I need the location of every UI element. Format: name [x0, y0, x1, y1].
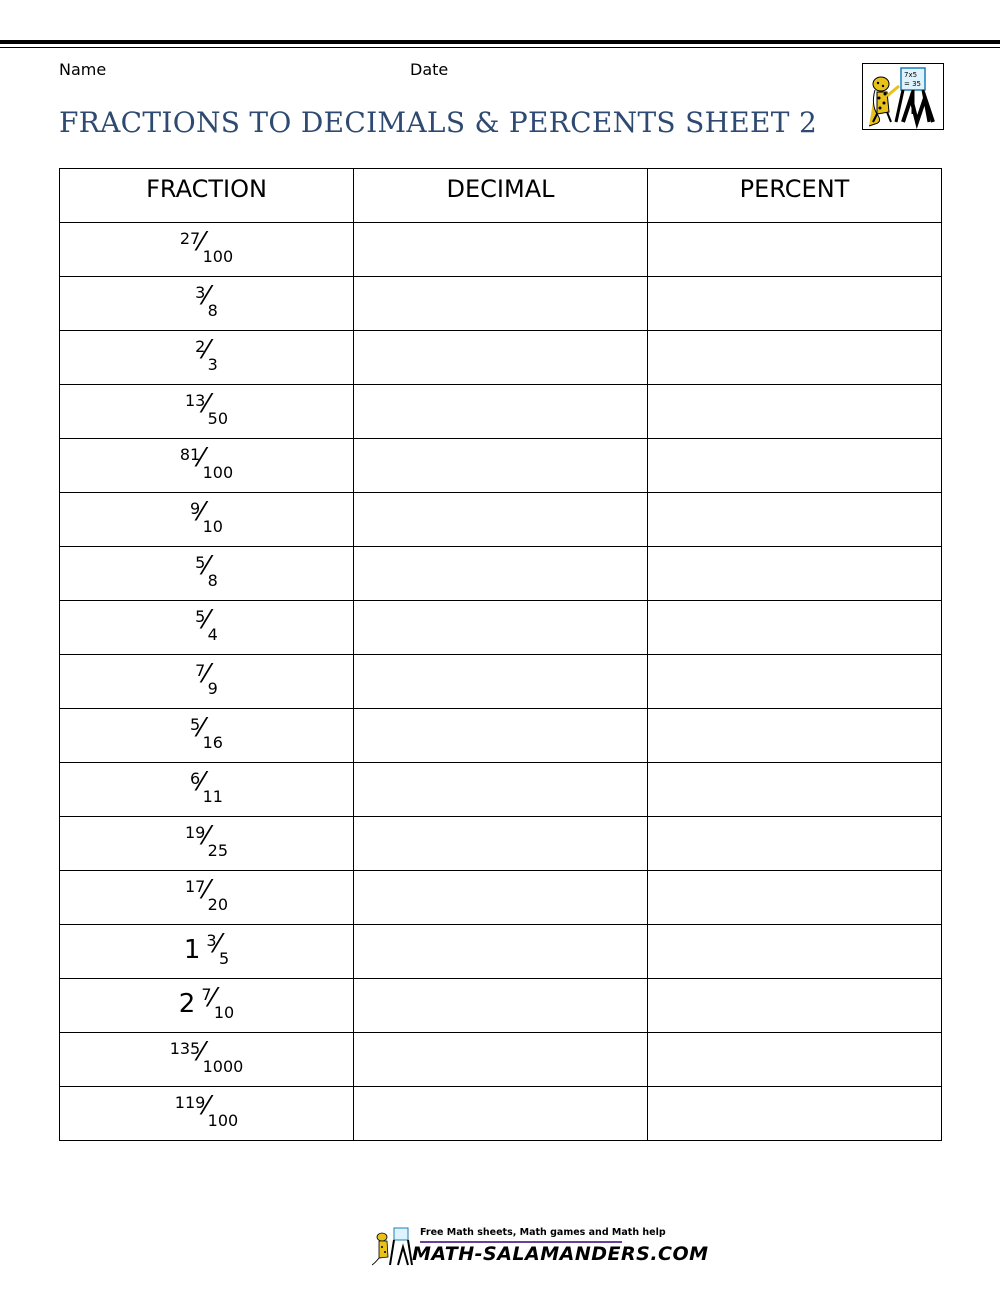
- logo-text-1: 7x5: [904, 71, 918, 79]
- fraction-cell: [60, 493, 354, 547]
- fraction-numerator: 5: [190, 715, 201, 734]
- percent-answer-cell[interactable]: [648, 1033, 942, 1087]
- fraction-numerator: 135: [169, 1039, 201, 1058]
- top-rule-thin: [0, 47, 1000, 48]
- percent-answer-cell[interactable]: [648, 1087, 942, 1141]
- fraction: [190, 713, 223, 752]
- decimal-answer-cell[interactable]: [354, 547, 648, 601]
- column-header-fraction: FRACTION: [60, 169, 354, 223]
- fraction-slash: ⁄: [204, 389, 209, 419]
- fraction: [179, 227, 234, 266]
- fraction-numerator: 6: [190, 769, 201, 788]
- table-row: [60, 763, 942, 817]
- decimal-answer-cell[interactable]: [354, 925, 648, 979]
- date-label: Date: [410, 60, 449, 79]
- table-row: [60, 277, 942, 331]
- table-row: [60, 1087, 942, 1141]
- table-row: [60, 817, 942, 871]
- fraction-numerator: 3: [206, 931, 217, 950]
- decimal-answer-cell[interactable]: [354, 223, 648, 277]
- table-row: [60, 223, 942, 277]
- fraction: [174, 1091, 239, 1130]
- fraction-slash: ⁄: [204, 605, 209, 635]
- decimal-answer-cell[interactable]: [354, 979, 648, 1033]
- table-row: [60, 655, 942, 709]
- table-row: [60, 709, 942, 763]
- percent-answer-cell[interactable]: [648, 493, 942, 547]
- fraction-denominator: 25: [207, 841, 229, 860]
- fraction: [184, 821, 229, 860]
- percent-answer-cell[interactable]: [648, 331, 942, 385]
- fraction-denominator: 9: [207, 679, 218, 698]
- decimal-answer-cell[interactable]: [354, 709, 648, 763]
- fraction-cell: [60, 763, 354, 817]
- fraction-numerator: 9: [190, 499, 201, 518]
- table-row: [60, 493, 942, 547]
- fraction-slash: ⁄: [199, 713, 204, 743]
- decimal-answer-cell[interactable]: [354, 601, 648, 655]
- fraction-numerator: 2: [195, 337, 206, 356]
- table-row: [60, 925, 942, 979]
- fraction-denominator: 3: [207, 355, 218, 374]
- fraction-slash: ⁄: [204, 551, 209, 581]
- decimal-answer-cell[interactable]: [354, 331, 648, 385]
- percent-answer-cell[interactable]: [648, 817, 942, 871]
- fraction-slash: ⁄: [199, 1037, 204, 1067]
- fraction: [195, 281, 218, 320]
- footer-site: MATH-SALAMANDERS.COM: [412, 1243, 709, 1265]
- fraction-denominator: 11: [202, 787, 223, 806]
- fraction-denominator: 16: [202, 733, 223, 752]
- name-label: Name: [59, 60, 107, 79]
- fraction: [178, 983, 235, 1022]
- logo-text-2: = 35: [904, 80, 921, 88]
- table-row: [60, 331, 942, 385]
- footer-tagline: Free Math sheets, Math games and Math help: [420, 1227, 666, 1238]
- fraction: [195, 659, 218, 698]
- fraction-numerator: 7: [201, 985, 212, 1004]
- column-header-percent: PERCENT: [648, 169, 942, 223]
- decimal-answer-cell[interactable]: [354, 439, 648, 493]
- percent-answer-cell[interactable]: [648, 655, 942, 709]
- fraction-slash: ⁄: [204, 281, 209, 311]
- fraction-slash: ⁄: [199, 497, 204, 527]
- fraction-cell: [60, 601, 354, 655]
- fraction: [195, 605, 218, 644]
- fraction: [190, 767, 223, 806]
- salamander-teacher-icon: [862, 63, 944, 130]
- fraction-cell: [60, 817, 354, 871]
- fraction-slash: ⁄: [210, 983, 215, 1013]
- percent-answer-cell[interactable]: [648, 871, 942, 925]
- column-header-decimal: DECIMAL: [354, 169, 648, 223]
- footer-logo: [372, 1225, 709, 1267]
- percent-answer-cell[interactable]: [648, 979, 942, 1033]
- fraction-denominator: 50: [207, 409, 229, 428]
- table-row: [60, 547, 942, 601]
- fraction-cell: [60, 439, 354, 493]
- fraction-slash: ⁄: [199, 767, 204, 797]
- worksheet-table: [59, 168, 942, 1141]
- fraction-cell: [60, 871, 354, 925]
- fraction-denominator: 4: [207, 625, 218, 644]
- fraction-numerator: 81: [179, 445, 201, 464]
- decimal-answer-cell[interactable]: [354, 817, 648, 871]
- fraction-denominator: 8: [207, 301, 218, 320]
- percent-answer-cell[interactable]: [648, 709, 942, 763]
- percent-answer-cell[interactable]: [648, 547, 942, 601]
- fraction-cell: [60, 655, 354, 709]
- decimal-answer-cell[interactable]: [354, 655, 648, 709]
- decimal-answer-cell[interactable]: [354, 763, 648, 817]
- percent-answer-cell[interactable]: [648, 385, 942, 439]
- fraction: [183, 929, 230, 968]
- fraction-cell: [60, 709, 354, 763]
- fraction: [195, 335, 218, 374]
- decimal-answer-cell[interactable]: [354, 1033, 648, 1087]
- fraction: [169, 1037, 244, 1076]
- fraction-cell: [60, 223, 354, 277]
- fraction-slash: ⁄: [199, 443, 204, 473]
- fraction-numerator: 13: [184, 391, 206, 410]
- fraction: [190, 497, 223, 536]
- fraction-cell: [60, 277, 354, 331]
- table-row: [60, 439, 942, 493]
- fraction: [179, 443, 234, 482]
- percent-answer-cell[interactable]: [648, 763, 942, 817]
- table-row: [60, 1033, 942, 1087]
- fraction-cell: [60, 385, 354, 439]
- fraction-numerator: 17: [184, 877, 206, 896]
- fraction-slash: ⁄: [204, 875, 209, 905]
- fraction-numerator: 5: [195, 553, 206, 572]
- fraction-slash: ⁄: [204, 335, 209, 365]
- fraction-cell: [60, 979, 354, 1033]
- table-row: [60, 601, 942, 655]
- percent-answer-cell[interactable]: [648, 925, 942, 979]
- fraction-denominator: 100: [202, 463, 234, 482]
- fraction-denominator: 5: [218, 949, 230, 968]
- fraction-numerator: 5: [195, 607, 206, 626]
- fraction: [184, 875, 229, 914]
- percent-answer-cell[interactable]: [648, 277, 942, 331]
- decimal-answer-cell[interactable]: [354, 493, 648, 547]
- fraction-numerator: 3: [195, 283, 206, 302]
- decimal-answer-cell[interactable]: [354, 385, 648, 439]
- decimal-answer-cell[interactable]: [354, 871, 648, 925]
- fraction: [195, 551, 218, 590]
- fraction-denominator: 8: [207, 571, 218, 590]
- fraction-denominator: 1000: [202, 1057, 244, 1076]
- fraction-numerator: 19: [184, 823, 206, 842]
- fraction-slash: ⁄: [215, 929, 220, 959]
- fraction-numerator: 27: [179, 229, 201, 248]
- fraction-whole: 2: [178, 989, 196, 1019]
- table-row: [60, 385, 942, 439]
- fraction: [184, 389, 229, 428]
- fraction-denominator: 20: [207, 895, 229, 914]
- fraction-denominator: 10: [213, 1003, 235, 1022]
- fraction-denominator: 100: [207, 1111, 239, 1130]
- top-rule: [0, 40, 1000, 44]
- fraction-numerator: 7: [195, 661, 206, 680]
- fraction-denominator: 10: [202, 517, 223, 536]
- percent-answer-cell[interactable]: [648, 439, 942, 493]
- percent-answer-cell[interactable]: [648, 223, 942, 277]
- table-row: [60, 979, 942, 1033]
- fraction-denominator: 100: [202, 247, 234, 266]
- fraction-slash: ⁄: [199, 227, 204, 257]
- fraction-cell: [60, 1087, 354, 1141]
- decimal-answer-cell[interactable]: [354, 277, 648, 331]
- page-title: FRACTIONS TO DECIMALS & PERCENTS SHEET 2: [59, 106, 818, 139]
- fraction-numerator: 119: [174, 1093, 206, 1112]
- fraction-slash: ⁄: [204, 821, 209, 851]
- table-row: [60, 871, 942, 925]
- table-header-row: [60, 169, 942, 223]
- decimal-answer-cell[interactable]: [354, 1087, 648, 1141]
- fraction-slash: ⁄: [204, 659, 209, 689]
- percent-answer-cell[interactable]: [648, 601, 942, 655]
- fraction-whole: 1: [183, 935, 201, 965]
- fraction-cell: [60, 547, 354, 601]
- fraction-cell: [60, 1033, 354, 1087]
- fraction-cell: [60, 925, 354, 979]
- fraction-cell: [60, 331, 354, 385]
- fraction-slash: ⁄: [204, 1091, 209, 1121]
